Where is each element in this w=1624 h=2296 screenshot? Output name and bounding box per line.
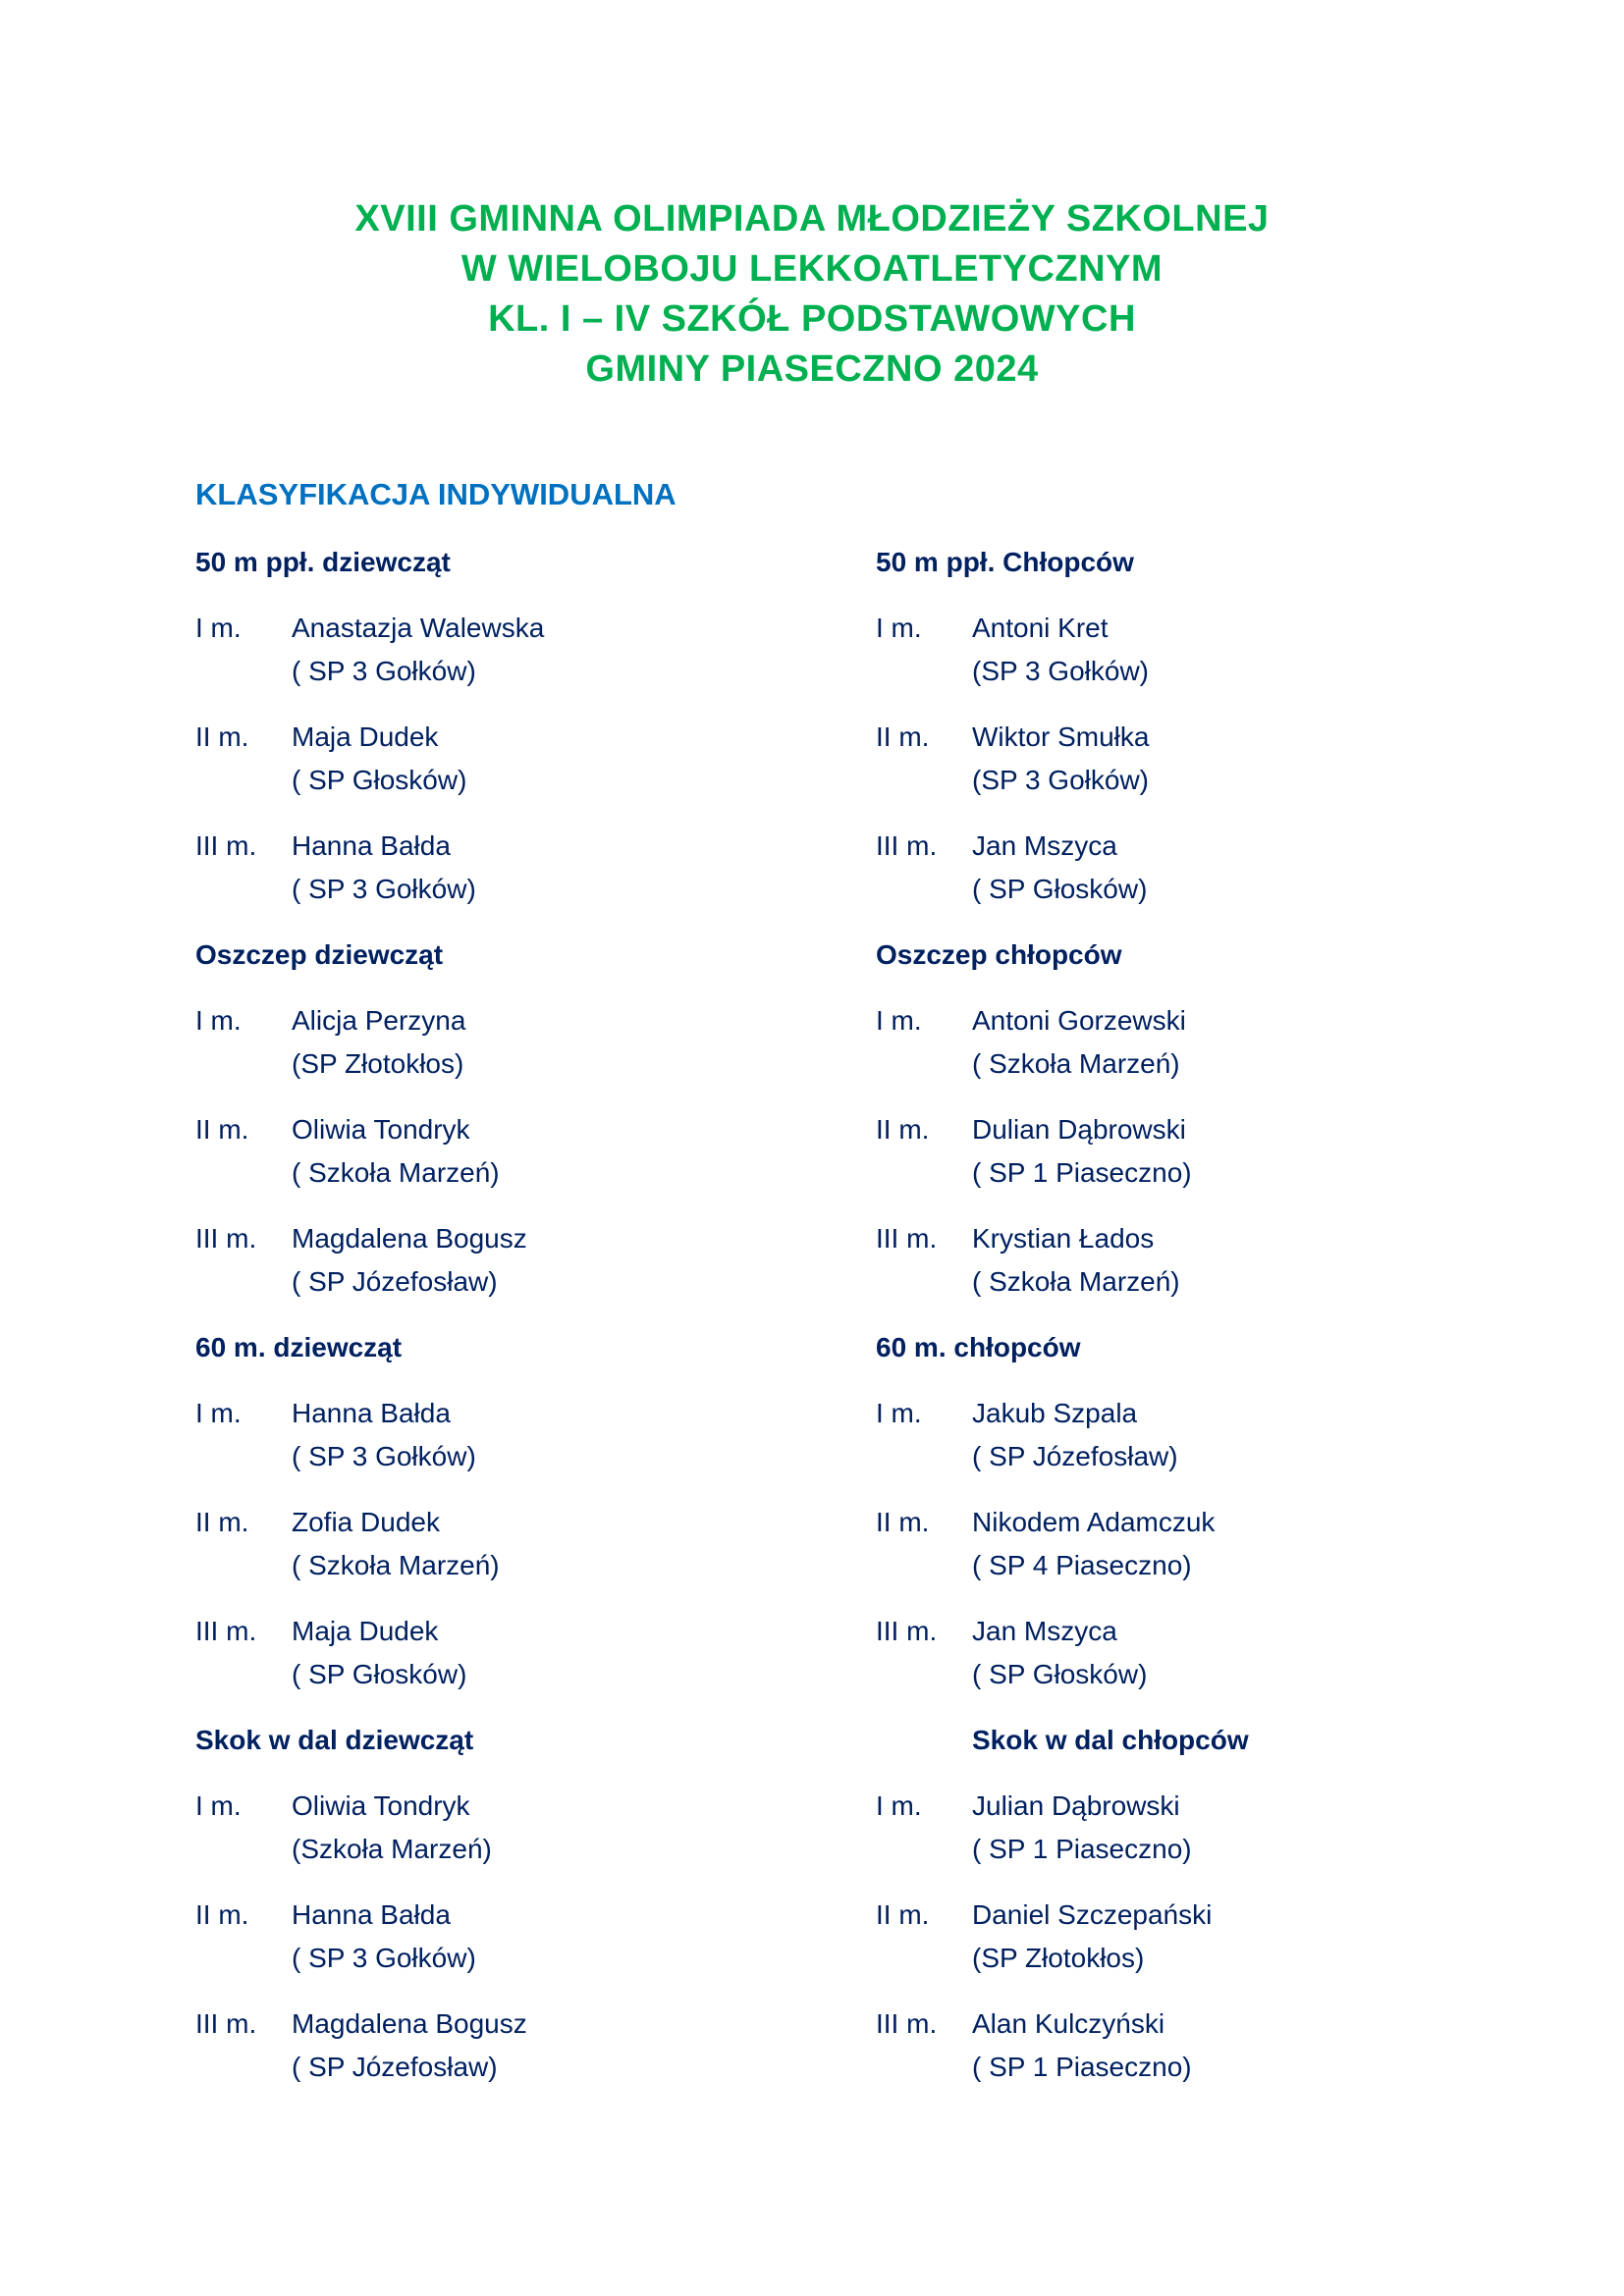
event-title: 60 m. chłopców — [876, 1332, 1081, 1362]
athlete-name: Jan Mszyca — [972, 1616, 1117, 1646]
school-name: (SP 3 Gołków) — [972, 765, 1149, 795]
result-entry — [195, 999, 834, 1086]
result-entry — [876, 999, 1514, 1086]
school-name: ( SP 3 Gołków) — [292, 656, 476, 686]
result-entry — [195, 1610, 834, 1696]
result-entry — [195, 1392, 834, 1478]
school-name: ( SP Józefosław) — [972, 1441, 1178, 1471]
athlete-name: Oliwia Tondryk — [292, 1114, 470, 1145]
school-name: (SP Złotokłos) — [972, 1943, 1145, 1973]
result-entry — [876, 1894, 1514, 1980]
girls-column — [195, 541, 834, 2111]
athlete-name: Zofia Dudek — [292, 1507, 440, 1537]
athlete-name: Magdalena Bogusz — [292, 2008, 527, 2039]
school-name: ( SP Głosków) — [972, 874, 1148, 904]
result-entry — [195, 1108, 834, 1195]
event-section — [876, 1719, 1514, 2111]
boys-column — [876, 541, 1514, 2111]
place-label: III m. — [195, 2008, 257, 2039]
school-name: ( SP Głosków) — [972, 1659, 1148, 1689]
place-label: II m. — [195, 721, 249, 752]
place-label: I m. — [876, 1005, 922, 1036]
place-label: III m. — [195, 1223, 257, 1254]
title-line: W WIELOBOJU LEKKOATLETYCZNYM — [460, 248, 1164, 290]
event-section — [876, 934, 1514, 1326]
event-title: 50 m ppł. Chłopców — [876, 547, 1134, 577]
place-label: II m. — [876, 1899, 930, 1930]
athlete-name: Alicja Perzyna — [292, 1005, 466, 1036]
place-label: I m. — [195, 1005, 242, 1036]
event-title: Oszczep chłopców — [876, 939, 1122, 970]
result-entry — [195, 2002, 834, 2089]
result-entry — [195, 825, 834, 911]
place-label: I m. — [876, 1790, 922, 1821]
place-label: III m. — [876, 830, 938, 861]
place-label: II m. — [195, 1114, 249, 1145]
result-entry — [876, 1785, 1514, 1871]
result-entry — [195, 607, 834, 693]
school-name: ( Szkoła Marzeń) — [972, 1266, 1180, 1297]
place-label: II m. — [195, 1899, 249, 1930]
school-name: ( Szkoła Marzeń) — [292, 1157, 500, 1188]
title-line: KL. I – IV SZKÓŁ PODSTAWOWYCH — [488, 298, 1136, 340]
school-name: ( SP 3 Gołków) — [292, 1943, 476, 1973]
place-label: II m. — [876, 1507, 930, 1537]
athlete-name: Antoni Kret — [972, 613, 1109, 643]
event-section — [876, 1326, 1514, 1719]
result-entry — [876, 1501, 1514, 1587]
athlete-name: Jan Mszyca — [972, 830, 1117, 861]
place-label: I m. — [876, 1398, 922, 1428]
athlete-name: Maja Dudek — [292, 1616, 439, 1646]
athlete-name: Oliwia Tondryk — [292, 1790, 470, 1821]
event-title: Skok w dal chłopców — [972, 1725, 1249, 1755]
athlete-name: Daniel Szczepański — [972, 1899, 1213, 1930]
school-name: ( Szkoła Marzeń) — [292, 1550, 500, 1580]
school-name: ( SP Józefosław) — [292, 1266, 498, 1297]
result-entry — [195, 716, 834, 802]
event-section — [195, 1326, 834, 1719]
school-name: ( SP 3 Gołków) — [292, 1441, 476, 1471]
school-name: ( SP 4 Piaseczno) — [972, 1550, 1192, 1580]
title-line: GMINY PIASECZNO 2024 — [585, 348, 1039, 390]
athlete-name: Krystian Łados — [972, 1223, 1155, 1254]
athlete-name: Maja Dudek — [292, 721, 439, 752]
place-label: II m. — [195, 1507, 249, 1537]
school-name: (SP 3 Gołków) — [972, 656, 1149, 686]
athlete-name: Anastazja Walewska — [292, 613, 545, 643]
result-entry — [876, 825, 1514, 911]
athlete-name: Julian Dąbrowski — [972, 1790, 1180, 1821]
result-entry — [876, 716, 1514, 802]
result-entry — [876, 1392, 1514, 1478]
event-title: 60 m. dziewcząt — [195, 1332, 403, 1362]
athlete-name: Jakub Szpala — [972, 1398, 1138, 1428]
document-title — [0, 194, 1624, 395]
school-name: ( Szkoła Marzeń) — [972, 1048, 1180, 1079]
place-label: I m. — [876, 613, 922, 643]
place-label: III m. — [876, 1223, 938, 1254]
athlete-name: Magdalena Bogusz — [292, 1223, 527, 1254]
event-title: Skok w dal dziewcząt — [195, 1725, 474, 1755]
school-name: (Szkoła Marzeń) — [292, 1834, 492, 1864]
athlete-name: Wiktor Smułka — [972, 721, 1150, 752]
place-label: II m. — [876, 1114, 930, 1145]
school-name: ( SP Józefosław) — [292, 2052, 498, 2082]
place-label: I m. — [195, 1790, 242, 1821]
school-name: ( SP 1 Piaseczno) — [972, 1157, 1192, 1188]
result-entry — [195, 1501, 834, 1587]
place-label: I m. — [195, 1398, 242, 1428]
school-name: ( SP 1 Piaseczno) — [972, 1834, 1192, 1864]
place-label: III m. — [876, 2008, 938, 2039]
athlete-name: Alan Kulczyński — [972, 2008, 1165, 2039]
school-name: (SP Złotokłos) — [292, 1048, 464, 1079]
result-entry — [195, 1785, 834, 1871]
result-entry — [876, 1217, 1514, 1304]
event-section — [876, 541, 1514, 934]
school-name: ( SP 3 Gołków) — [292, 874, 476, 904]
result-entry — [876, 607, 1514, 693]
school-name: ( SP 1 Piaseczno) — [972, 2052, 1192, 2082]
school-name: ( SP Głosków) — [292, 765, 467, 795]
athlete-name: Dulian Dąbrowski — [972, 1114, 1186, 1145]
place-label: III m. — [876, 1616, 938, 1646]
school-name: ( SP Głosków) — [292, 1659, 467, 1689]
event-title: Oszczep dziewcząt — [195, 939, 444, 970]
place-label: III m. — [195, 1616, 257, 1646]
result-entry — [876, 2002, 1514, 2089]
athlete-name: Hanna Bałda — [292, 830, 451, 861]
event-section — [195, 934, 834, 1326]
athlete-name: Hanna Bałda — [292, 1899, 451, 1930]
event-section — [195, 541, 834, 934]
place-label: II m. — [876, 721, 930, 752]
section-heading: KLASYFIKACJA INDYWIDUALNA — [195, 477, 677, 511]
place-label: III m. — [195, 830, 257, 861]
result-entry — [195, 1894, 834, 1980]
athlete-name: Antoni Gorzewski — [972, 1005, 1186, 1036]
result-entry — [876, 1108, 1514, 1195]
event-section — [195, 1719, 834, 2111]
title-line: XVIII GMINNA OLIMPIADA MŁODZIEŻY SZKOLNEJ — [354, 198, 1270, 240]
result-entry — [195, 1217, 834, 1304]
place-label: I m. — [195, 613, 242, 643]
event-title: 50 m ppł. dziewcząt — [195, 547, 451, 577]
athlete-name: Hanna Bałda — [292, 1398, 451, 1428]
athlete-name: Nikodem Adamczuk — [972, 1507, 1216, 1537]
result-entry — [876, 1610, 1514, 1696]
